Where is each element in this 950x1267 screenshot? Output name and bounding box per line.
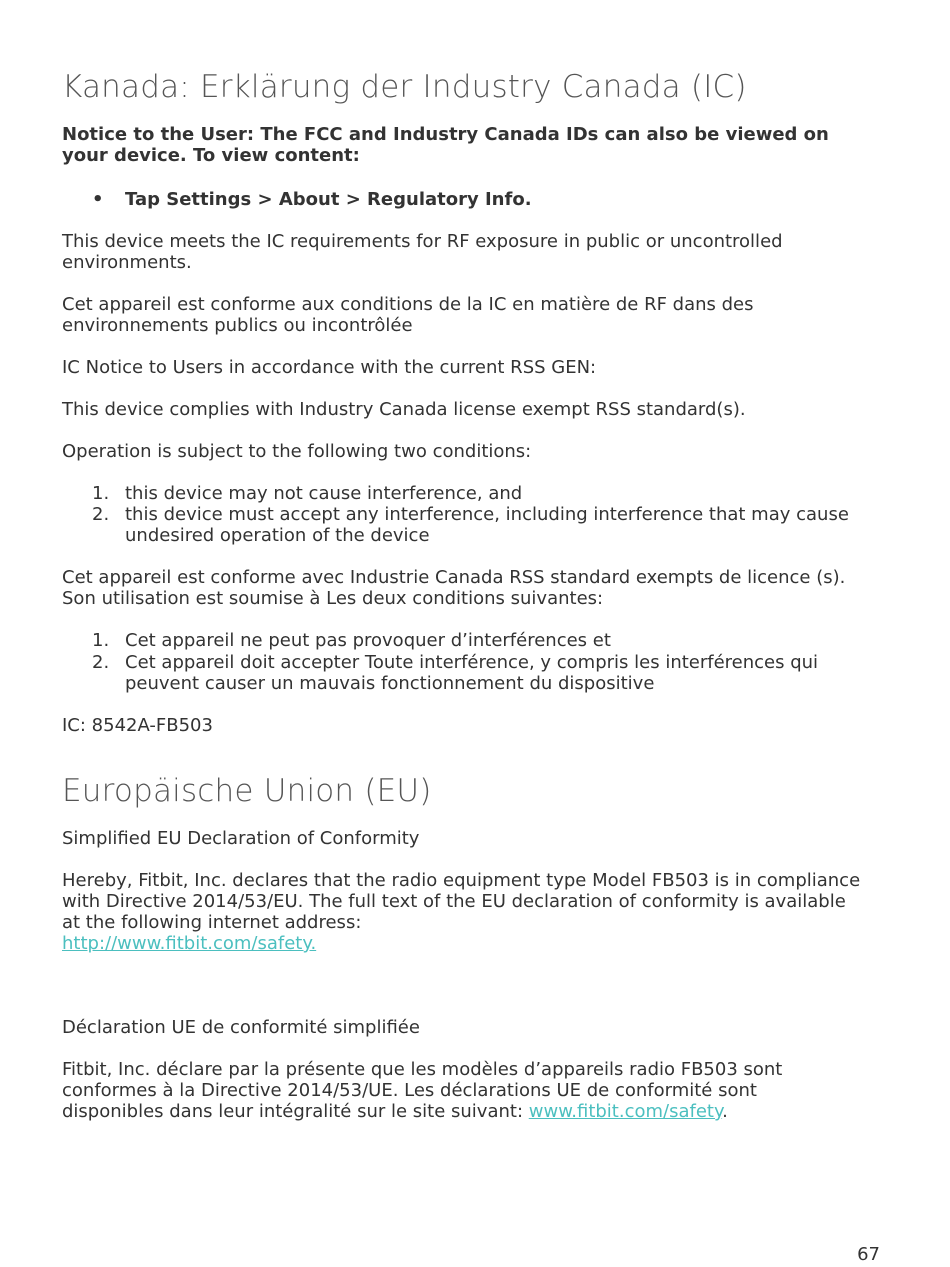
- list-item: [62, 652, 862, 694]
- eu-subheading-en: Simplified EU Declaration of Conformity: [62, 828, 420, 849]
- list-item-text: this device must accept any interference, including interference that may cause undesired operation of the device: [125, 504, 849, 546]
- paragraph: This device meets the IC requirements for RF exposure in public or uncontrolled environments.: [62, 231, 783, 273]
- list-item-text: Cet appareil ne peut pas provoquer d’interférences et: [125, 630, 611, 651]
- list-item-text: Cet appareil doit accepter Toute interférence, y compris les interférences qui peuvent causer un mauvais fonctionnement du dispositive: [125, 652, 819, 694]
- list-number: 1.: [92, 630, 110, 651]
- conditions-list-en: [62, 483, 862, 546]
- paragraph: This device complies with Industry Canada license exempt RSS standard(s).: [62, 399, 746, 420]
- safety-link-fr[interactable]: www.fitbit.com/safety: [528, 1101, 723, 1122]
- paragraph: Cet appareil est conforme avec Industrie Canada RSS standard exempts de licence (s). Son utilisation est soumise à Les deux conditions suivantes:: [62, 567, 846, 609]
- eu-paragraph-en: [62, 870, 862, 954]
- list-number: 1.: [92, 483, 110, 504]
- paragraph: Operation is subject to the following two conditions:: [62, 441, 532, 462]
- user-notice: Notice to the User: The FCC and Industry Canada IDs can also be viewed on your device. To view content:: [62, 124, 829, 166]
- list-item-text: this device may not cause interference, and: [125, 483, 523, 504]
- ic-identifier: IC: 8542A-FB503: [62, 715, 213, 736]
- paragraph: IC Notice to Users in accordance with the current RSS GEN:: [62, 357, 597, 378]
- list-item: [62, 630, 862, 651]
- list-item: [62, 189, 862, 210]
- link-suffix: .: [722, 1101, 728, 1122]
- conditions-list-fr: [62, 630, 862, 694]
- canada-heading: Kanada: Erklärung der Industry Canada (IC): [62, 69, 747, 105]
- list-item: [62, 504, 862, 546]
- list-item-text: Tap Settings > About > Regulatory Info.: [125, 189, 532, 210]
- safety-link[interactable]: http://www.fitbit.com/safety.: [62, 933, 317, 954]
- list-number: 2.: [92, 504, 110, 525]
- eu-subheading-fr: Déclaration UE de conformité simplifiée: [62, 1017, 420, 1038]
- list-item: [62, 483, 862, 504]
- page-number: 67: [857, 1244, 880, 1265]
- eu-heading: Europäische Union (EU): [62, 773, 432, 809]
- eu-paragraph-fr-text: Fitbit, Inc. déclare par la présente que les modèles d’appareils radio FB503 sont conformes à la Directive 2014/53/UE. Les déclarations UE de conformité sont disponibles dans leur intégralité sur le site suivant:: [62, 1059, 783, 1122]
- list-number: 2.: [92, 652, 110, 673]
- paragraph: Cet appareil est conforme aux conditions de la IC en matière de RF dans des environnements publics ou incontrôlée: [62, 294, 754, 336]
- bullet-list: [62, 189, 862, 210]
- document-page: [62, 68, 862, 1122]
- eu-paragraph-en-text: Hereby, Fitbit, Inc. declares that the radio equipment type Model FB503 is in compliance with Directive 2014/53/EU. The full text of the EU declaration of conformity is available at the following internet address:: [62, 870, 861, 933]
- eu-paragraph-fr: [62, 1059, 862, 1122]
- bullet-icon: •: [92, 189, 104, 210]
